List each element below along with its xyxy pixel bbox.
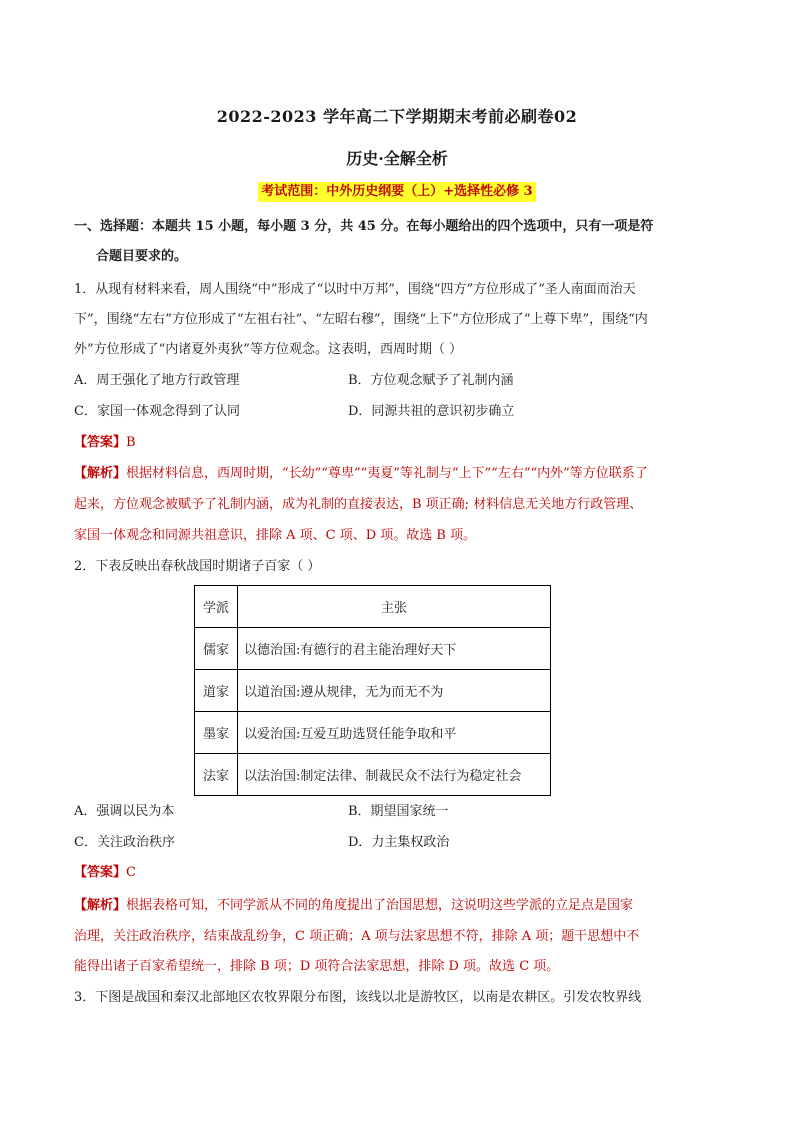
table-cell-school: 法家 [195, 754, 238, 796]
table-header-row [195, 586, 551, 628]
q2-analysis-text1: 根据表格可知，不同学派从不同的角度提出了治国思想，这说明这些学派的立足点是国家 [126, 898, 634, 913]
q2-option-b: B．期望国家统一 [348, 804, 449, 819]
table-row [195, 670, 551, 712]
q2-analysis-line2: 治理，关注政治秩序，结束战乱纷争，C 项正确；A 项与法家思想不符，排除 A 项；题干思想中不 [74, 929, 640, 944]
table-row [195, 712, 551, 754]
q1-analysis-line1 [74, 465, 724, 483]
q1-answer-row [74, 434, 724, 452]
q1-stem-line1: 1．从现有材料来看，周人围绕“中”形成了“以时中万邦”，围绕“四方”方位形成了“圣人南面而治天 [74, 282, 636, 297]
q2-answer-tag: 【答案】 [74, 865, 127, 880]
table-cell-school: 儒家 [195, 628, 238, 670]
table-cell-claim: 以爱治国:互爱互助选贤任能争取和平 [238, 712, 551, 754]
q1-answer: B [126, 435, 136, 450]
q1-option-c: C．家国一体观念得到了认同 [74, 404, 240, 419]
q1-analysis-line3: 家国一体观念和同源共祖意识，排除 A 项、C 项、D 项。故选 B 项。 [74, 528, 477, 543]
q2-analysis-tag: 【解析】 [74, 898, 127, 913]
q2-answer: C [126, 865, 136, 880]
q2-analysis-line3: 能得出诸子百家希望统一，排除 B 项；D 项符合法家思想，排除 D 项。故选 C 项。 [74, 959, 560, 974]
q2-option-d: D．力主集权政治 [348, 835, 450, 850]
q2-analysis-line1 [74, 897, 724, 915]
q1-analysis-line2: 起来，方位观念被赋予了礼制内涵，成为礼制的直接表达，B 项正确; 材料信息无关地方行政管理、 [74, 497, 643, 512]
q1-analysis-tag: 【解析】 [74, 466, 127, 481]
section-instruction: 一、选择题：本题共 15 小题，每小题 3 分，共 45 分。在每小题给出的四个选项中，只有一项是符 [74, 219, 654, 234]
q2-stem: 2．下表反映出春秋战国时期诸子百家（ ） [74, 559, 321, 574]
table-header-school: 学派 [195, 586, 238, 628]
q1-option-a: A．周王强化了地方行政管理 [74, 373, 240, 388]
table-cell-claim: 以法治国:制定法律、制裁民众不法行为稳定社会 [238, 754, 551, 796]
q1-option-b: B．方位观念赋予了礼制内涵 [348, 373, 514, 388]
q1-stem-line2: 下”，围绕“左右”方位形成了“左祖右社”、“左昭右穆”，围绕“上下”方位形成了“上尊下卑”，围绕“内 [74, 312, 648, 327]
q1-option-d: D．同源共祖的意识初步确立 [348, 404, 515, 419]
q2-option-a: A．强调以民为本 [74, 804, 175, 819]
page-subtitle: 历史·全解全析 [346, 149, 448, 168]
table-row [195, 754, 551, 796]
q2-answer-row [74, 864, 724, 882]
page-title: 2022-2023 学年高二下学期期末考前必刷卷02 [216, 107, 578, 126]
exam-scope-row [0, 180, 794, 202]
table-cell-claim: 以道治国:遵从规律，无为而无不为 [238, 670, 551, 712]
table-header-claim: 主张 [238, 586, 551, 628]
q1-analysis-text1: 根据材料信息，西周时期，“长幼”“尊卑”“夷夏”等礼制与“上下”“左右”“内外”等方位联系了 [126, 466, 648, 481]
table-cell-claim: 以德治国:有德行的君主能治理好天下 [238, 628, 551, 670]
exam-scope-highlight: 考试范围：中外历史纲要（上）+选择性必修 3 [258, 182, 535, 202]
q2-option-c: C．关注政治秩序 [74, 835, 175, 850]
table-cell-school: 道家 [195, 670, 238, 712]
table-row [195, 628, 551, 670]
q1-answer-tag: 【答案】 [74, 435, 127, 450]
q1-stem-line3: 外”方位形成了“内诸夏外夷狄”等方位观念。这表明，西周时期（ ） [74, 342, 463, 357]
q3-stem: 3．下图是战国和秦汉北部地区农牧界限分布图，该线以北是游牧区，以南是农耕区。引发农牧界线 [74, 990, 642, 1005]
section-instruction-cont: 合题目要求的。 [96, 249, 188, 264]
table-cell-school: 墨家 [195, 712, 238, 754]
schools-table [194, 585, 551, 796]
